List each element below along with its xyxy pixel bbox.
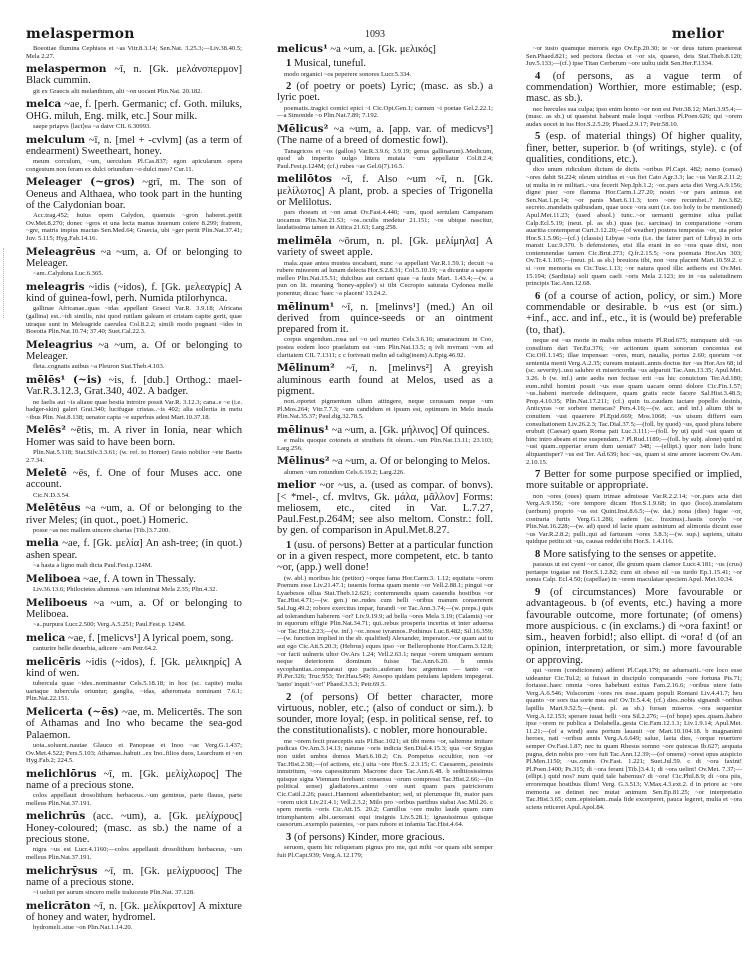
sense-text: Better for some purpose specified or implied, more suitable or appropriate. bbox=[526, 469, 742, 492]
sense-citations: poematis..tragici comici epici ~i Cic.Opt.Gen.1; carmen ~i poetae Gel.2.22.1;—a Simonide ~o Plin.Nat.7.89; 7.192. bbox=[277, 104, 493, 120]
dictionary-entry bbox=[26, 769, 242, 808]
sense-definition bbox=[526, 71, 742, 105]
sense-text: (esp. of material things) Of higher quality, finer, better, superior. b (of writings, style). c (of qualities, conditions, etc.). bbox=[526, 131, 742, 166]
sense-number: 7 bbox=[535, 469, 541, 481]
entry-definition-line bbox=[277, 236, 493, 259]
entry-definition-line bbox=[26, 538, 242, 561]
entry-citations: uota..soluent..nautae Glauco et Panopeae et Inoo ~ae Verg.G.1.437; Ov.Met.4.522; Pers.5.103; Athamas..habuit ..ex Ino..filios duos, Learchum et ~en Hyg.Fab.2; 224.5. bbox=[26, 741, 242, 765]
entry-citations: ~or iusto quamque meroris ego Ov.Ep.20.30; te ~or deus tutum praetereat Sen.Phaed.821; sed pectora flectas et ~or sis, quaeso, deis Stat.Theb.8.120; Juv.5.133;—(cf.) ipse Titan Cerberum ~ore uultu uidit Sen.Her.F.1334. bbox=[526, 45, 742, 68]
entry-definition: ~ī, n. [melinvs¹] (med.) An oil derived from quince-seeds or an ointment prepared from it. bbox=[277, 301, 493, 336]
dictionary-entry bbox=[26, 538, 242, 569]
entry-headword: melilōtos bbox=[277, 173, 333, 186]
sense-text: (usu. of persons) Better at a particular function or in a given respect, more competent, etc. b tanto ~or, (app.) well done! bbox=[277, 539, 493, 574]
entry-definition-line bbox=[26, 135, 242, 158]
dictionary-entry bbox=[26, 64, 242, 95]
entry-definition-line bbox=[277, 456, 493, 467]
entry-citations: Tanagricos et ~os (gallos) Var.R.3.9.6; 3.9.19; genus gallinarum)..Medicum, quod ab imperito uulgo littera mutata ~um appellatur Col.8.2.4; Paul.Fest.p.124M; (cf.) rubes ~ae Gel.6(7).16.5. bbox=[277, 147, 493, 170]
column-left bbox=[26, 44, 242, 936]
dictionary-entry bbox=[26, 375, 242, 421]
entry-headword: melicus¹ bbox=[277, 43, 328, 55]
entry-headword: mēlēs¹ (~is) bbox=[26, 373, 102, 386]
entry-definition-line bbox=[277, 124, 493, 147]
entry-definition: ~a ~um, a. [app. var. of medicvs³] (The name of a breed of domestic fowl). bbox=[277, 123, 493, 147]
dictionary-entry bbox=[26, 99, 242, 130]
sense-definition bbox=[277, 58, 493, 69]
entry-definition-line bbox=[277, 174, 493, 208]
entry-citations: Acc.trag.452; huius opem Calydon, quamuis ~gron haberet..petiit Ov.Met.8.270; donec ~gros et una lecta manus iuuenum coiere 8.299; fratrem, ~gre, matris impius mactas Sen.Med.64; Graecia, ubi ~ger periit Plin.Nat.37.41; Juv. 5.115; Hyg.Fab.14.16. bbox=[26, 212, 242, 243]
entry-headword: melicēris bbox=[26, 655, 81, 668]
sense-text: (of persons) Of better character, more virtuous, nobler, etc.; (also of conduct or sim.). b sounder, more loyal; (esp. in political sense, ref. to the constitutionalists). c nobler, more honourable. bbox=[277, 691, 493, 737]
sense-text: (of persons) Kinder, more gracious. bbox=[293, 831, 445, 843]
entry-headword: Mēlinum² bbox=[277, 362, 335, 375]
sense-definition bbox=[526, 131, 742, 165]
entry-definition: ~ēs, f. One of four Muses acc. one account. bbox=[26, 468, 242, 491]
entry-citations: git ex Graecis alii melanthium, alii ~on uocant Plin.Nat. 20.182. bbox=[33, 87, 203, 95]
entry-headword: melica bbox=[26, 631, 66, 644]
entry-definition-line bbox=[26, 99, 242, 122]
sense-number: 8 bbox=[535, 548, 541, 560]
entry-definition-line bbox=[26, 247, 242, 270]
sense-citations: dico unum ridiculum dictum de dictis ~oribus Pl.Capt. 482; nemo (cenas) ~ores dabit St.224; oleum uiridius et ~us fiet Cato Agr.3.3; lac ~us Var.R.2.11.2; ut multa in re militari..~ura fecerit Nep.Iph.1.2; ~or..pars acta diei Verg.A.9.156; digne puer ~ore flamma Hor.Carm.1.27.20; nostri ~or pars animus est Sen.Nat.1.pr.14; ~or panis Mart.6.11.3; toro ~ore recumbet..? Juv.3.82; secreto..mandatis quibusdam, quae uoce ~ora sunt (i.e. too holy to be mentioned) Apul.Met.11.23; (used absol.) tunc..~or uernanti germine silua pullat Calp.Ecl.5.19; (neut. pl. as sb.) quas (sc. sarcinas) in comparatione ~orum auaritia contemperat Curt.3.12.20;—(of weather) postera tempestas ~or, uia peior Hor.S.1.5.96;—(cf.) (classis) Libyae ~oris (i.e. the fairer part of Libya) in oris mansit Luc.9.370. b defensiones, etsi illa erant in eo ~ora quae dixi, non contemnendae tamen Cic.Brut.273; Q.fr.2.15.5; ~ora poemata Hor.Ars 303; Ov.Tr.4.1.105;—(neut. pl. as sb.) breuiora tibi, non ~ora placent Mart.10.59.2. c si ~ore memoria es Cic.Tusc.1.13; ~or natura quod illic aetheris est Ov.Met. 15.194; (Sardinia) soli quam caeli ~oris Mela 2.123; ire in ~us ualetudinem principis Tac.Ann.12.68. bbox=[526, 166, 742, 288]
sense-text: (of persons, as a vague term of commendation) Worthier, more estimable; (esp. masc. as sb.). bbox=[526, 70, 742, 105]
entry-definition-line bbox=[26, 633, 242, 644]
entry-citations: alumen ~um rotundum Cels.6.19.2; Larg.226. bbox=[284, 468, 405, 476]
entry-headword: melichrȳsus bbox=[26, 864, 98, 877]
entry-definition: ~a ~um, a. Of or belonging to Melos. bbox=[332, 456, 491, 468]
entry-definition: ~grī, m. The son of Oeneus and Althaea, who took part in the hunting of the Calydonian boar. bbox=[26, 177, 243, 211]
dictionary-entry bbox=[26, 340, 242, 371]
sense-number: 6 bbox=[535, 290, 541, 302]
entry-definition: ~a ~um, a. Of or belonging to Meleager. bbox=[26, 246, 242, 269]
dictionary-entry bbox=[277, 425, 493, 452]
sense-definition bbox=[526, 469, 742, 492]
entry-definition-line bbox=[277, 363, 493, 397]
entry-citations: posse ~as nec mallem uincere chartas [Tib.]3.7.200. bbox=[33, 526, 170, 534]
entry-citations: ~a..purpura Lucr.2.500; Verg.A.5.251; Paul.Fest.p. 124M. bbox=[33, 621, 186, 629]
dictionary-entry bbox=[26, 707, 242, 765]
entry-headword: Mēlinus² bbox=[277, 455, 330, 468]
sense-number: 9 bbox=[535, 586, 541, 598]
sense-definition bbox=[526, 549, 742, 560]
entry-citations: hydromeli..siue ~on Plin.Nat.1.14.20. bbox=[33, 924, 133, 932]
entry-definition-line bbox=[26, 811, 242, 845]
entry-definition: ~ētis, m. A river in Ionia, near which Homer was said to have been born. bbox=[26, 425, 242, 448]
entry-definition: ~ī, m. [Gk. μελίχρυσος] The name of a precious stone. bbox=[26, 865, 242, 888]
sense-number: 1 bbox=[286, 539, 292, 551]
entry-definition: ~ī, n. [Gk. μελίκρατον] A mixture of honey and water, hydromel. bbox=[26, 900, 242, 924]
sense-definition bbox=[526, 291, 742, 336]
entry-headword: Melētēus bbox=[26, 502, 81, 515]
entry-headword: melia bbox=[26, 537, 59, 550]
scan-margin-mark bbox=[3, 248, 5, 318]
sense-definition bbox=[277, 692, 493, 737]
entry-citations: e malis quoque cotoneis et strutheis fit oleum..~um Plin.Nat.13.11; 23.103; Larg.256. bbox=[277, 437, 493, 452]
entry-headword: Meleagrēus bbox=[26, 245, 96, 258]
entry-headword: mēlinus¹ bbox=[277, 423, 330, 436]
entry-citations: Cic.N.D.3.54. bbox=[33, 491, 70, 499]
entry-citations: gallinae Africanae..quas ~idas appellant Graeci Var.R. 3.9.18; Africana (gallina) est..~idi similis, nisi quod rutilam galeam et cristam capite gerit, quae utraque sunt in Meleagride caerulea Col.8.2.2; simili modo pugnant ~ides in Boeotia Plin.Nat.10.74; 37.40; Suet.Cal.22.3. bbox=[26, 305, 242, 336]
entry-definition-line bbox=[277, 302, 493, 336]
entry-definition-line bbox=[26, 340, 242, 363]
sense-number: 3 bbox=[286, 831, 292, 843]
entry-definition: ~ae, f. [melicvs¹] A lyrical poem, song. bbox=[67, 632, 234, 644]
sense-number: 4 bbox=[535, 70, 541, 82]
dictionary-entry bbox=[277, 174, 493, 232]
entry-definition-line bbox=[277, 425, 493, 436]
entry-definition-line bbox=[26, 657, 242, 680]
running-head-right: melior bbox=[671, 26, 724, 42]
entry-headword: melichlōrus bbox=[26, 767, 97, 780]
entry-headword: melior bbox=[277, 479, 316, 492]
sense-citations: seruom, quem hic reliqueram pignus pro me, qui mihi ~or quam sibi semper fuit Pl.Capt.939; Verg.A.12.179; bbox=[277, 844, 493, 859]
dictionary-entry bbox=[26, 598, 242, 629]
dictionary-entry bbox=[277, 480, 493, 859]
sense-text: (of poetry or poets) Lyric; (masc. as sb.) a lyric poet. bbox=[277, 81, 493, 104]
entry-definition-line bbox=[26, 375, 242, 398]
entry-definition: ~ōrum, n. pl. [Gk. μελίμηλα] A variety of sweet apple. bbox=[277, 236, 493, 259]
dictionary-entry bbox=[26, 901, 242, 932]
entry-definition: ~ī, n. [Gk. μελάνσπερμον] Black cummin. bbox=[26, 64, 243, 87]
entry-citations: ~a hasta a ligno mali dicta Paul.Fest.p.124M. bbox=[33, 562, 153, 570]
entry-definition-line bbox=[26, 282, 242, 305]
entry-definition: ~idis (~idos), f. [Gk. μελικηρίς] A kind of wen. bbox=[26, 656, 242, 679]
entry-definition-line bbox=[277, 480, 493, 536]
entry-citations: nigra ~us est Lucr.4.1160;—colos appellauit drosolithum herbaceus, ~um melleus Plin.Nat.37.191. bbox=[26, 846, 242, 861]
entry-definition-line bbox=[26, 901, 242, 924]
dictionary-entry bbox=[26, 503, 242, 534]
column-middle bbox=[277, 44, 493, 863]
dictionary-entry bbox=[26, 177, 242, 242]
entry-definition-line bbox=[26, 503, 242, 526]
sense-text: More satisfying to the senses or appetite. bbox=[542, 548, 717, 560]
entry-definition-line bbox=[26, 769, 242, 792]
page-number: 1093 bbox=[365, 29, 385, 40]
entry-headword: Melēs² bbox=[26, 424, 66, 437]
dictionary-entry bbox=[26, 247, 242, 278]
entry-definition: ~ae, f. [Gk. μελία] An ash-tree; (in quot.) ashen spear. bbox=[26, 538, 242, 561]
sense-citations: nec hercules sua culpa; ipso enim homo ~or non est Petr.38.12; Mart.3.95.4;—(masc. as sb.) ut quaestui habeant male loqui ~oribus Pl.Poen.626; qui ~orem audax uocet in ius Hor.S.2.5.29; Phaed.2.9.17; Petr.58.10. bbox=[526, 105, 742, 128]
entry-citations: ~am..Calydona Luc.6.365. bbox=[33, 270, 104, 278]
entry-definition: ~ae, f. [perh. Germanic; cf. Goth. miluks, OHG. miluh, Eng. milk, etc.] Sour milk. bbox=[26, 99, 243, 122]
entry-headword: melca bbox=[26, 98, 62, 111]
entry-citations: fleta..cognatis auibus ~a Pleuron Stat.Theb.4.103. bbox=[33, 363, 165, 371]
entry-citations: ne faelis aut ~is aliaue quae bestia introire possit Var.R. 3.12.3; cana..e ~e (i.e. badger-skin) galeri Grat.340; lucifugae cristas..~is 402; alia sollertia in metu ~ibus Plin. Nat.8.138; uenator capta ~e superbus adest Mart.10.37.18. bbox=[26, 398, 242, 421]
entry-headword: melaspermon bbox=[26, 63, 107, 76]
entry-citations: colos appellauit drosolithum herbaceus..~um geminus, parte flauus, parte melleus Plin.Nat.37.191. bbox=[26, 792, 242, 807]
entry-definition-line bbox=[277, 44, 493, 55]
dictionary-entry bbox=[26, 282, 242, 336]
dictionary-entry bbox=[26, 574, 242, 594]
entry-citations: saepe priapvs ⟨lact⟩ea ~a datvr CIL 6.30993. bbox=[33, 122, 151, 130]
sense-citations: me ~orem fecit praeceptis suis Pl.Bac.1021; sit tibi mens ~or, saltemne imitare pudicas Ov.Am.3.14.13; naturae ~oris indicia Sen.Dial.4.15.3; qua ~or Stygias non uidet umbra domos Mart.6.18.2; Cn. Pompeius occultior, non ~or Tac.Hist.2.38;—(of actions, etc.) uita ~ore Hor.S. 2.3.15; C. Caesarem,..pessimis innutritum, ~ora capessiturum Macrone duce Tac.Ann.6.48. b seditiosissimus quisque signa Viennam ferebant: consensu ~orum compressi Tac.Hist.2.66;—(in political sense) gladiatores..animo ~ore sunt quam pars patriciorum Cic.Catil.2.26; pauci..Hannoni adsentiebantur; sed, ut plerumque fit, maior pars ~orem uicit Liv.21.4.1; Vell.2.3.2; Milo pro ~oribus partibus stabat Asc.Mil.26. c spem mortis ~oris Cic.Att.15. 20.2; Camillus ~ore multo laude quam cum triumphantem albi..uexerant equi insignis Liv.5.28.1; ignauissimus quisque caesorum..exemplo pauentes, ~or pars rubore et infamia Tac.Hist.4.64. bbox=[277, 737, 493, 829]
dictionary-entry bbox=[277, 124, 493, 170]
sense-citations: (w. abl.) moribus hic (petitor) ~orque fama Hor.Carm.3. 1.12; equitatu ~orem Poenum esse Liv.21.47.1; iuuenis forma quam mente ~or Vell.2.88.1; pingui ~or Lyaebesos ollua Stat.Theb.12.621; contemnendis quam cauendis hostibus ~or Tac.Hist.4.71;—(w. gen.) ne..rudes cum belli ~oribus manum consererent Sal.Jug.49.2; robore exercitus impar, furandi ~or Tac.Ann.3.74;—(w. preps.) quis ad tolerandum haberem ~or? Liv.9.19.9; ad bella ~ores Mela 3.19; (Calamis) ~or in equorum effigie Plin.Nat.34.71; qui..rebus prosperis incertus et inter aduersa ~or Tac.Hist.2.23;—(w. inf.) ~or..nosse tyrannos..Pothinus Luc.8.482; Sil.16.359;—(w. function implied in the sb. qualified) Alexander, imperator..~or quam aut tu aut ego Cic.Att.5.20.3; (Hebrus) eques ipso ~or Bellerophonte Hor.Carm.3.12.8; ~or facti uulneris ultor Ov.Ars 1.24; Vell.2.63.1; neque ~orem umquam seruum neque deteriorem dominum fuisse Tac.Ann.6.20. b omnis sycophantias..comparaui quo pacto..auferam hoc argentum — tanto ~or Pl.Per.326; Truc.953; Ter.Hau.549; Aesopo quidam petulans lapidem impegerat. 'tanto' inquit '~or!' Phaed.3.5.3; Petr.69.5. bbox=[277, 574, 493, 688]
entry-headword: meleagris bbox=[26, 280, 85, 293]
dictionary-entry bbox=[26, 633, 242, 653]
dictionary-entry bbox=[277, 44, 493, 120]
entry-definition: ~ae, f. A town in Thessaly. bbox=[83, 573, 196, 585]
dictionary-entry bbox=[277, 302, 493, 360]
sense-text: (of circumstances) More favourable or advantageous. b (of events, etc.) having a more favourable outcome, more fortunate; (of omens) more auspicious. c (in exclams.) di ~ora faxint! or sim., heaven forbid!; also ellipt. di ~ora! d (of an opinion, interpretation, or sim.) more favourable or approving. bbox=[526, 586, 742, 666]
sense-citations: neque est ~us morte in malis rebus miseris Pl.Rud.675; numquam uidi ~us consilium dari Ter.Eu.376; ~or actionum quam sonorum concentus est Cic.Off.1.145; illae impensae: ~ores, muri, naualia, portus 2.60; quorum ~or sententia menti Verg.A.2.35; cursum mutauit..annis doctus iter ~us Hor.Ars 68; id (sc. severity)..usu salubre et misericordia ~us adparuit Tac.Ann.13.35; Apul.Met. 3.26. b (w. inf.) ante aedis non fecisse erit ~us hic conuicium Ter.Ad.180; eum..nihil homini possit ~us esse quam uacare omni dolore Cic.Fin.1.57; ~us..habent mercede delinquere, quam gratis recte facere Sal.Hist.3.48.5; Prop.4.10.35; Plin.Nat.17.211; (cf.) quin tu..caudam iactare popello desinis, Anticyras ~or sorbere meracas? Pers.4.16;—(w. acc. and inf.) alium tibi te conuitem ~ust quaerere Pl.Epid.669; Mos.1068; ~us uisum differri eam consultationem Liv.26.2.3; Tac.Dial.37.5;—(foll. by quod) ~us, quod plura iubere erubuit (Caesar) quam Roma pati Luc.3.111;—(foll. by ut) quid ~ust quam ut hinc intro abeam et me suspendam..? Pl.Rud.1189;—(foll. by subj. alone) quid ni ~ust quam..opperiar erum dum ueniat? 348; —(ellipt.) quor non ludo hunc aliquantisper? ~us est Ter. Ad.639; hoc ~us, quam si sine amore iacerem Ov.Am. 2.10.15. bbox=[526, 337, 742, 466]
sense-number: 2 bbox=[286, 691, 292, 703]
entry-citations: ~i ueluti per aurum sincero melle traluceute Plin.Nat. 37.128. bbox=[33, 889, 195, 897]
entry-headword: Meletē bbox=[26, 467, 67, 480]
dictionary-entry bbox=[26, 866, 242, 897]
dictionary-entry bbox=[26, 811, 242, 861]
sense-definition bbox=[277, 540, 493, 574]
dictionary-entry bbox=[26, 135, 242, 174]
dictionary-entry bbox=[526, 45, 742, 811]
sense-citations: non ~ores (oues) quam trimae admissae Var.R.2.2.14; ~or..pars acta diei Verg.A.9.156; ~ore tempore dicam Hor.S.1.9.68; in quo (loco)..translatum (uerbum) proprio ~us est Quint.Inst.8.6.5;—(w. dat.) nona (dies) fugae ~or, contraria furtis Verg.G.1.286; eadem (sc. fraxinus)..hastis corylo ~or Plin.Nat.16.228;—(w. ad) quod id lacte quam asininum ad alimonia dicunt esse ~us Var.R.2.8.2; pulli..qui ad farturam ~ores 3.8.3;—(w. sup.) sapiens, uitatu quidque petitu sit ~us, causas reddet tibi Hor.S. 1.4.116. bbox=[526, 492, 742, 546]
entry-definition: ~a ~um, a. Of or belonging to Meliboea. bbox=[26, 597, 242, 620]
entry-citations: mala..quae antea mustea uocabant, nunc ~a appellant Var.R.1.59.1; decuit ~a rubere minorem ad lunam delecta Hor.S.2.8.31; Col.5.10.19; ~a dicuntur a sapore melleo Plin.Nat.15.51; dulcibus aut certant quae ~a fauis Mart. 1.43.4;—(w. a pun on lit. meaning 'honey-apples') si tibi Cecropio saturata Cydonea melle ponentur, dicas: 'haec ~a placent' 13.24.2. bbox=[277, 259, 493, 297]
entry-definition-line bbox=[26, 574, 242, 585]
entry-definition: ~ae, m. Melicertēs. The son of Athamas and Ino who became the sea-god Palaemon. bbox=[26, 707, 242, 741]
dictionary-entry bbox=[26, 45, 242, 60]
entry-definition-line bbox=[26, 177, 242, 211]
sense-definition bbox=[526, 587, 742, 666]
entry-definition: ~a ~um, a. [Gk. μελικός] bbox=[330, 44, 436, 55]
running-head-left: melaspermon bbox=[26, 26, 135, 42]
sense-citations: parasus ut est cyeni ~or canor, ille gruum quam clamor Lucr.4.181; ~us (crus) pertaepe togatae est Hor.S.1.2.82; cum sit obeso nil ~us turdo Ep.1.15.41; ~or sonus Calp. Ecl.4.50; (capellae) in ~orem maculatae speciem Apul. Met.10.34. bbox=[526, 561, 742, 584]
entry-definition: ~ī, m. [Gk. μελίχλωρος] The name of a precious stone. bbox=[26, 768, 242, 791]
entry-headword: Meleagrius bbox=[26, 338, 93, 351]
entry-definition: ~a ~um, a. [Gk. μήλινος] Of quinces. bbox=[331, 424, 490, 436]
entry-citations: pars rhoeam et ~on amat Ov.Fast.4.440; ~um, quod sertulam Campanam uocamus Plin.Nat.21.53; ~os..oculis medetur 21.151; ~os ubique nascitur, laudatissima tamen in Attica 21.63; Larg.258. bbox=[277, 209, 493, 232]
entry-citations: corpus ungendum..rosa uel ~o uel murteo Cels.3.6.16; amaracinum in Coo, postea eodem loco praelatum est ~um Plin.Nat.13.5; q ivli mvrrani ~vm ad claritatem CIL 7.1311; c c fortvnati melin ad calig(inem) A.Epig.46.92. bbox=[277, 336, 493, 359]
column-right bbox=[526, 44, 742, 815]
sense-number: 5 bbox=[535, 131, 541, 143]
entry-definition: ~ī, n. [melinvs²] A greyish aluminous earth found at Melos, used as a pigment. bbox=[277, 363, 493, 397]
sense-number: 1 bbox=[286, 58, 292, 70]
dictionary-entry bbox=[26, 468, 242, 499]
entry-definition: ~idis (~idos), f. [Gk. μελεαγρίς] A kind of guinea-fowl, perh. Numida ptilorhynca. bbox=[26, 281, 242, 305]
entry-headword: Meleager (~gros) bbox=[26, 176, 136, 189]
entry-definition-line bbox=[26, 425, 242, 448]
entry-definition-line bbox=[26, 707, 242, 741]
entry-citations: canturire belle deuerbia, adicere ~am Petr.64.2. bbox=[33, 645, 158, 653]
sense-definition bbox=[277, 81, 493, 104]
entry-citations: Liv.36.13.6; Philoctetes alumnus ~am inluminat Mela 2.35; Plin.4.32. bbox=[33, 585, 218, 593]
sense-citations: modo organici ~os peperere sonores Lucr.5.334. bbox=[284, 70, 412, 78]
entry-headword: Meliboea bbox=[26, 572, 81, 585]
entry-definition: ~ī, f. Also ~um ~ī, n. [Gk. μελίλωτος] A plant, prob. a species of Trigonella or Melilotus. bbox=[277, 174, 493, 208]
entry-definition: ~is, f. [dub.] Orthog.: mael- Var.R.3.12.3, Grat.340, 402. A badger. bbox=[26, 374, 242, 398]
entry-headword: Mēlicus² bbox=[277, 122, 329, 135]
entry-headword: Meliboeus bbox=[26, 596, 88, 609]
entry-citations: meum corculum, ~um, uerculum Pl.Cas.837; egon apicularum opera congestum non feram ex dulci oriundum ~o dulci meo? Cur.11. bbox=[26, 158, 242, 173]
sense-citations: qui ~orem (condicionem) adferet Pl.Capt.179; ne aduersarii..~ore loco esse uideantur Cic.Tul.2; si fuisset in discipulo comparando ~ore fortuna Pis.71; fortasse..haec omnia ~ores habebunt exitus Fam.2.16.6; ~oribus utere fatis Verg.A.6.546; Volscorum ~ores res esse..quam populi Romani Liv.4.41.7; heu quanto ~or sors tua sorte mea est! Ov.Tr.5.4.4; (cf.) dies..nobis signandi ~oribus lapillis Mart.9.52.5;—(neut. pl. as sb.) forsan miseros ~ora sequentur Verg.A.12.153; sperare iuuat belli ~ora Sil.2.276; —(of hope) spes..quam..habeo ipse ~orem re publica a Dolabella..gesta Cic.Fam.12.1.1; Liv.1.9.14; Apul.Met. 11.21;—(of a wind) aura portum lauauit ~or Mart.10.104.18. b magnanimi heroes, nati ~oribus annis Verg.A.6.649; salue, laeta dies, ~orque reuertere semper Ov.Fast.1.87; nec tu quam Rhesus somno ~ore quiescas Ib.627; aequata pugna, dein nobis pro ~ore fuit Tac.Ann.12.39;—(of omens) ~orest opus auspicio Pl.Men.1150; ~us..omen Ov.Fast. 1.221; Suet.Jul.59. c di ~ora faxint! Pl.Poen.1400; Ps.315; di ~ora ferant [Tib.]3.4.1; di ~ora uelint! Ov.Met. 7.37;—(ellipt.) quid nos? num quid tale habemus? di ~ora! Cic.Phil.8.9; di ~ora piis, erroremque hostibus illum! Verg. G.3.513; V.Max.4.3.ext.2. d in priore ac ~ore memoria se detinet nec mutat animum Sen.Ep.81.25; ~or interpretatio Tac.Hist.3.65; cum..epistolam..mala fide excerperet, pauca legeret, multa et ~ora sciens reticeret Apul.Apol.84. bbox=[526, 667, 742, 811]
entry-definition: ~or ~us, a. (used as compar. of bonvs). [< *mel-, cf. mvltvs, Gk. μάλα, μᾶλλον] Forms: meliosem, etc., cited in Var. L.7.27, Paul.Fest.p.264M; see also meltom. Constr.: foll. by gen. of comparison in Apul.Met.8.27. bbox=[277, 480, 493, 537]
entry-headword: mēlinum¹ bbox=[277, 300, 335, 313]
dictionary-entry bbox=[277, 363, 493, 421]
sense-text: Musical, tuneful. bbox=[293, 58, 367, 70]
entry-definition-line bbox=[26, 468, 242, 491]
sense-definition bbox=[277, 832, 493, 843]
dictionary-entry bbox=[26, 657, 242, 703]
entry-definition: ~a ~um, a. Of or belonging to Meleager. bbox=[26, 339, 242, 363]
entry-citations: non..oportet pigmentum ullum attingere, neque cerussam neque ~um Pl.Mos.264; Vitr.7.7.3; ~um candidum et ipsum est, optimum in Melo insula Plin.Nat.35.37; Paul.dig.32.78.5. bbox=[277, 398, 493, 421]
dictionary-entry bbox=[26, 425, 242, 464]
entry-definition: ~ī, n. [mel + -cvlvm] (as a term of endearment) Sweetheart, honey. bbox=[26, 134, 242, 157]
entry-definition: ~a ~um, a. Of or belonging to the river Meles; (in quot., poet.) Homeric. bbox=[26, 503, 242, 526]
entry-citations: Plin.Nat.5.118; Stat.Silv.3.3.61; (w. ref. to Homer) Graio nobilior ~ete Baetis 2.7.34. bbox=[26, 448, 242, 464]
entry-definition-line bbox=[26, 598, 242, 621]
entry-headword: melichrūs bbox=[26, 810, 86, 823]
entry-headword: melicrāton bbox=[26, 899, 91, 912]
entry-definition-line bbox=[26, 64, 242, 87]
entry-citations: tubercula quae ~ides..nominantur Cels.5.18.18; in hoc (sc. capite) multa uariaque tubercula oriuntur; ganglia, ~idas, atheromata nominant 7.6.1; Plin.Nat.22.151. bbox=[26, 680, 242, 703]
entry-definition-line bbox=[26, 866, 242, 889]
dictionary-entry bbox=[277, 456, 493, 476]
entry-headword: melculum bbox=[26, 133, 86, 146]
sense-number: 2 bbox=[286, 81, 292, 93]
entry-citations: Boeotiae flumina Cephisos et ~as Vitr.8.3.14; Sen.Nat. 3.25.3;—Liv.38.40.5; Mela 2.27. bbox=[26, 45, 242, 60]
entry-headword: Melicerta (~ēs) bbox=[26, 706, 119, 719]
sense-text: (of a course of action, policy, or sim.) More commendable or desirable. b ~us est (or sim.) +inf., acc. and inf., etc., it is (would be) preferable (to, that). bbox=[526, 290, 742, 336]
entry-definition: (acc. ~um), a. [Gk. μελίχρους] Honey-coloured; (masc. as sb.) the name of a precious stone. bbox=[26, 811, 242, 846]
dictionary-entry bbox=[277, 236, 493, 298]
entry-headword: melimēla bbox=[277, 235, 332, 248]
